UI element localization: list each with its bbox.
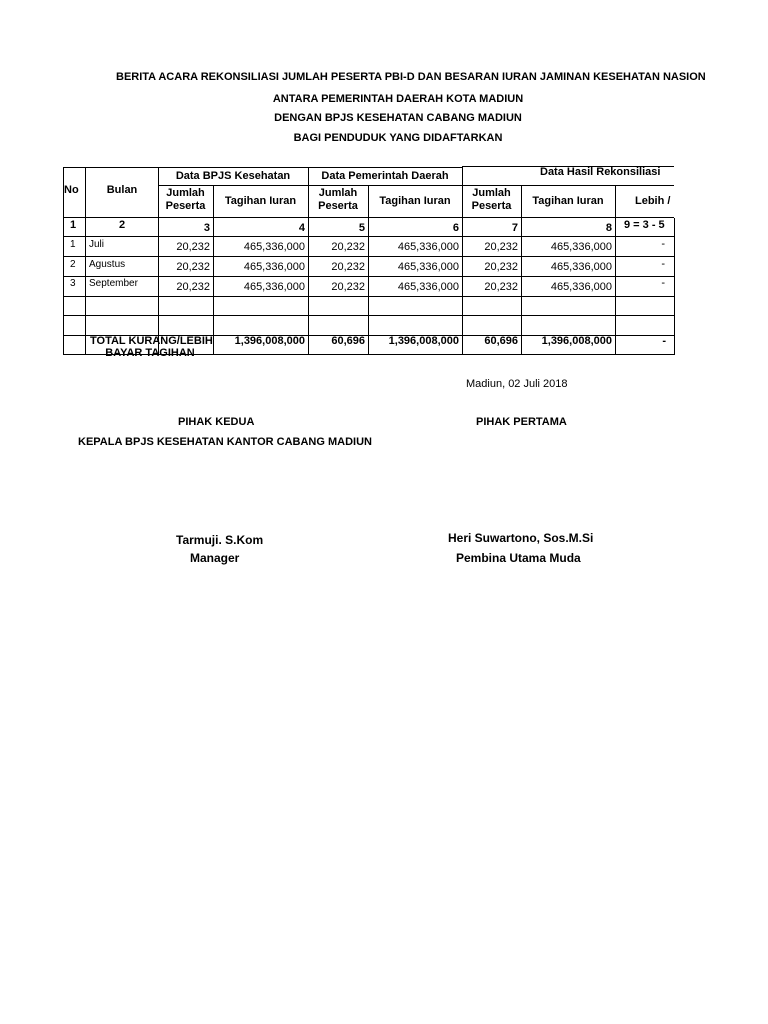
header-jumlah-1: Jumlah Peserta [165, 187, 206, 212]
total-tagihan-bpjs: 1,396,008,000 [234, 335, 305, 347]
left-sig-position: Manager [190, 551, 240, 565]
header-tagihan-3: Tagihan Iuran [532, 195, 604, 207]
total-lebih: - [662, 335, 666, 347]
row-lebih: - [661, 277, 665, 289]
header-group-hasil: Data Hasil Rekonsiliasi [540, 166, 661, 178]
total-jumlah-hasil: 60,696 [484, 335, 518, 347]
index-cell: 9 = 3 - 5 [624, 219, 665, 231]
left-sig-title: KEPALA BPJS KESEHATAN KANTOR CABANG MADIUN [78, 436, 372, 448]
row-tagihan-pemda: 465,336,000 [397, 241, 459, 253]
row-tagihan-hasil: 465,336,000 [550, 261, 612, 273]
document-subtitle-2: DENGAN BPJS KESEHATAN CABANG MADIUN [274, 112, 522, 124]
row-tagihan-pemda: 465,336,000 [397, 261, 459, 273]
left-sig-name: Tarmuji. S.Kom [176, 533, 264, 547]
total-tagihan-pemda: 1,396,008,000 [388, 335, 459, 347]
row-jumlah-hasil: 20,232 [484, 281, 518, 293]
row-no: 1 [70, 239, 76, 250]
row-lebih: - [661, 238, 665, 250]
total-jumlah-pemda: 60,696 [331, 335, 365, 347]
row-tagihan-pemda: 465,336,000 [397, 281, 459, 293]
row-tagihan-hasil: 465,336,000 [550, 281, 612, 293]
index-cell: 4 [298, 222, 305, 234]
row-bulan: September [89, 278, 138, 289]
index-cell: 7 [511, 222, 518, 234]
header-no: No [64, 184, 79, 196]
row-jumlah-bpjs: 20,232 [176, 261, 210, 273]
document-title: BERITA ACARA REKONSILIASI JUMLAH PESERTA PBI-D DAN BESARAN IURAN JAMINAN KESEHATAN NASION [116, 71, 706, 83]
row-jumlah-hasil: 20,232 [484, 261, 518, 273]
row-tagihan-hasil: 465,336,000 [550, 241, 612, 253]
header-group-pemda: Data Pemerintah Daerah [321, 170, 449, 182]
row-jumlah-bpjs: 20,232 [176, 241, 210, 253]
index-cell: 6 [452, 222, 459, 234]
row-tagihan-bpjs: 465,336,000 [243, 281, 305, 293]
document-subtitle-1: ANTARA PEMERINTAH DAERAH KOTA MADIUN [272, 93, 524, 105]
row-bulan: Agustus [89, 259, 126, 270]
header-tagihan-1: Tagihan Iuran [224, 195, 297, 207]
document-subtitle-3: BAGI PENDUDUK YANG DIDAFTARKAN [293, 132, 503, 144]
row-no: 2 [70, 259, 76, 270]
header-jumlah-3: Jumlah Peserta [471, 187, 512, 212]
row-bulan: Juli [89, 239, 105, 250]
row-tagihan-bpjs: 465,336,000 [243, 261, 305, 273]
row-jumlah-pemda: 20,232 [331, 241, 365, 253]
header-bulan: Bulan [106, 184, 138, 196]
index-cell: 3 [203, 222, 210, 234]
right-sig-position: Pembina Utama Muda [456, 551, 581, 565]
total-tagihan-hasil: 1,396,008,000 [541, 335, 612, 347]
index-cell: 1 [70, 219, 77, 231]
place-date: Madiun, 02 Juli 2018 [466, 378, 568, 390]
header-tagihan-2: Tagihan Iuran [379, 195, 451, 207]
row-tagihan-bpjs: 465,336,000 [243, 241, 305, 253]
row-jumlah-hasil: 20,232 [484, 241, 518, 253]
row-no: 3 [70, 278, 76, 289]
right-sig-name: Heri Suwartono, Sos.M.Si [448, 531, 594, 545]
index-cell: 5 [358, 222, 365, 234]
header-group-bpjs: Data BPJS Kesehatan [175, 170, 291, 182]
row-lebih: - [661, 258, 665, 270]
total-label: TOTAL KURANG/LEBIH BAYAR TAGIHAN [90, 335, 213, 359]
row-jumlah-pemda: 20,232 [331, 261, 365, 273]
index-cell: 8 [605, 222, 612, 234]
index-cell: 2 [118, 219, 126, 231]
header-lebih: Lebih / [635, 195, 671, 207]
right-sig-role: PIHAK PERTAMA [476, 416, 567, 428]
header-jumlah-2: Jumlah Peserta [318, 187, 358, 212]
row-jumlah-bpjs: 20,232 [176, 281, 210, 293]
left-sig-role: PIHAK KEDUA [178, 416, 255, 428]
row-jumlah-pemda: 20,232 [331, 281, 365, 293]
